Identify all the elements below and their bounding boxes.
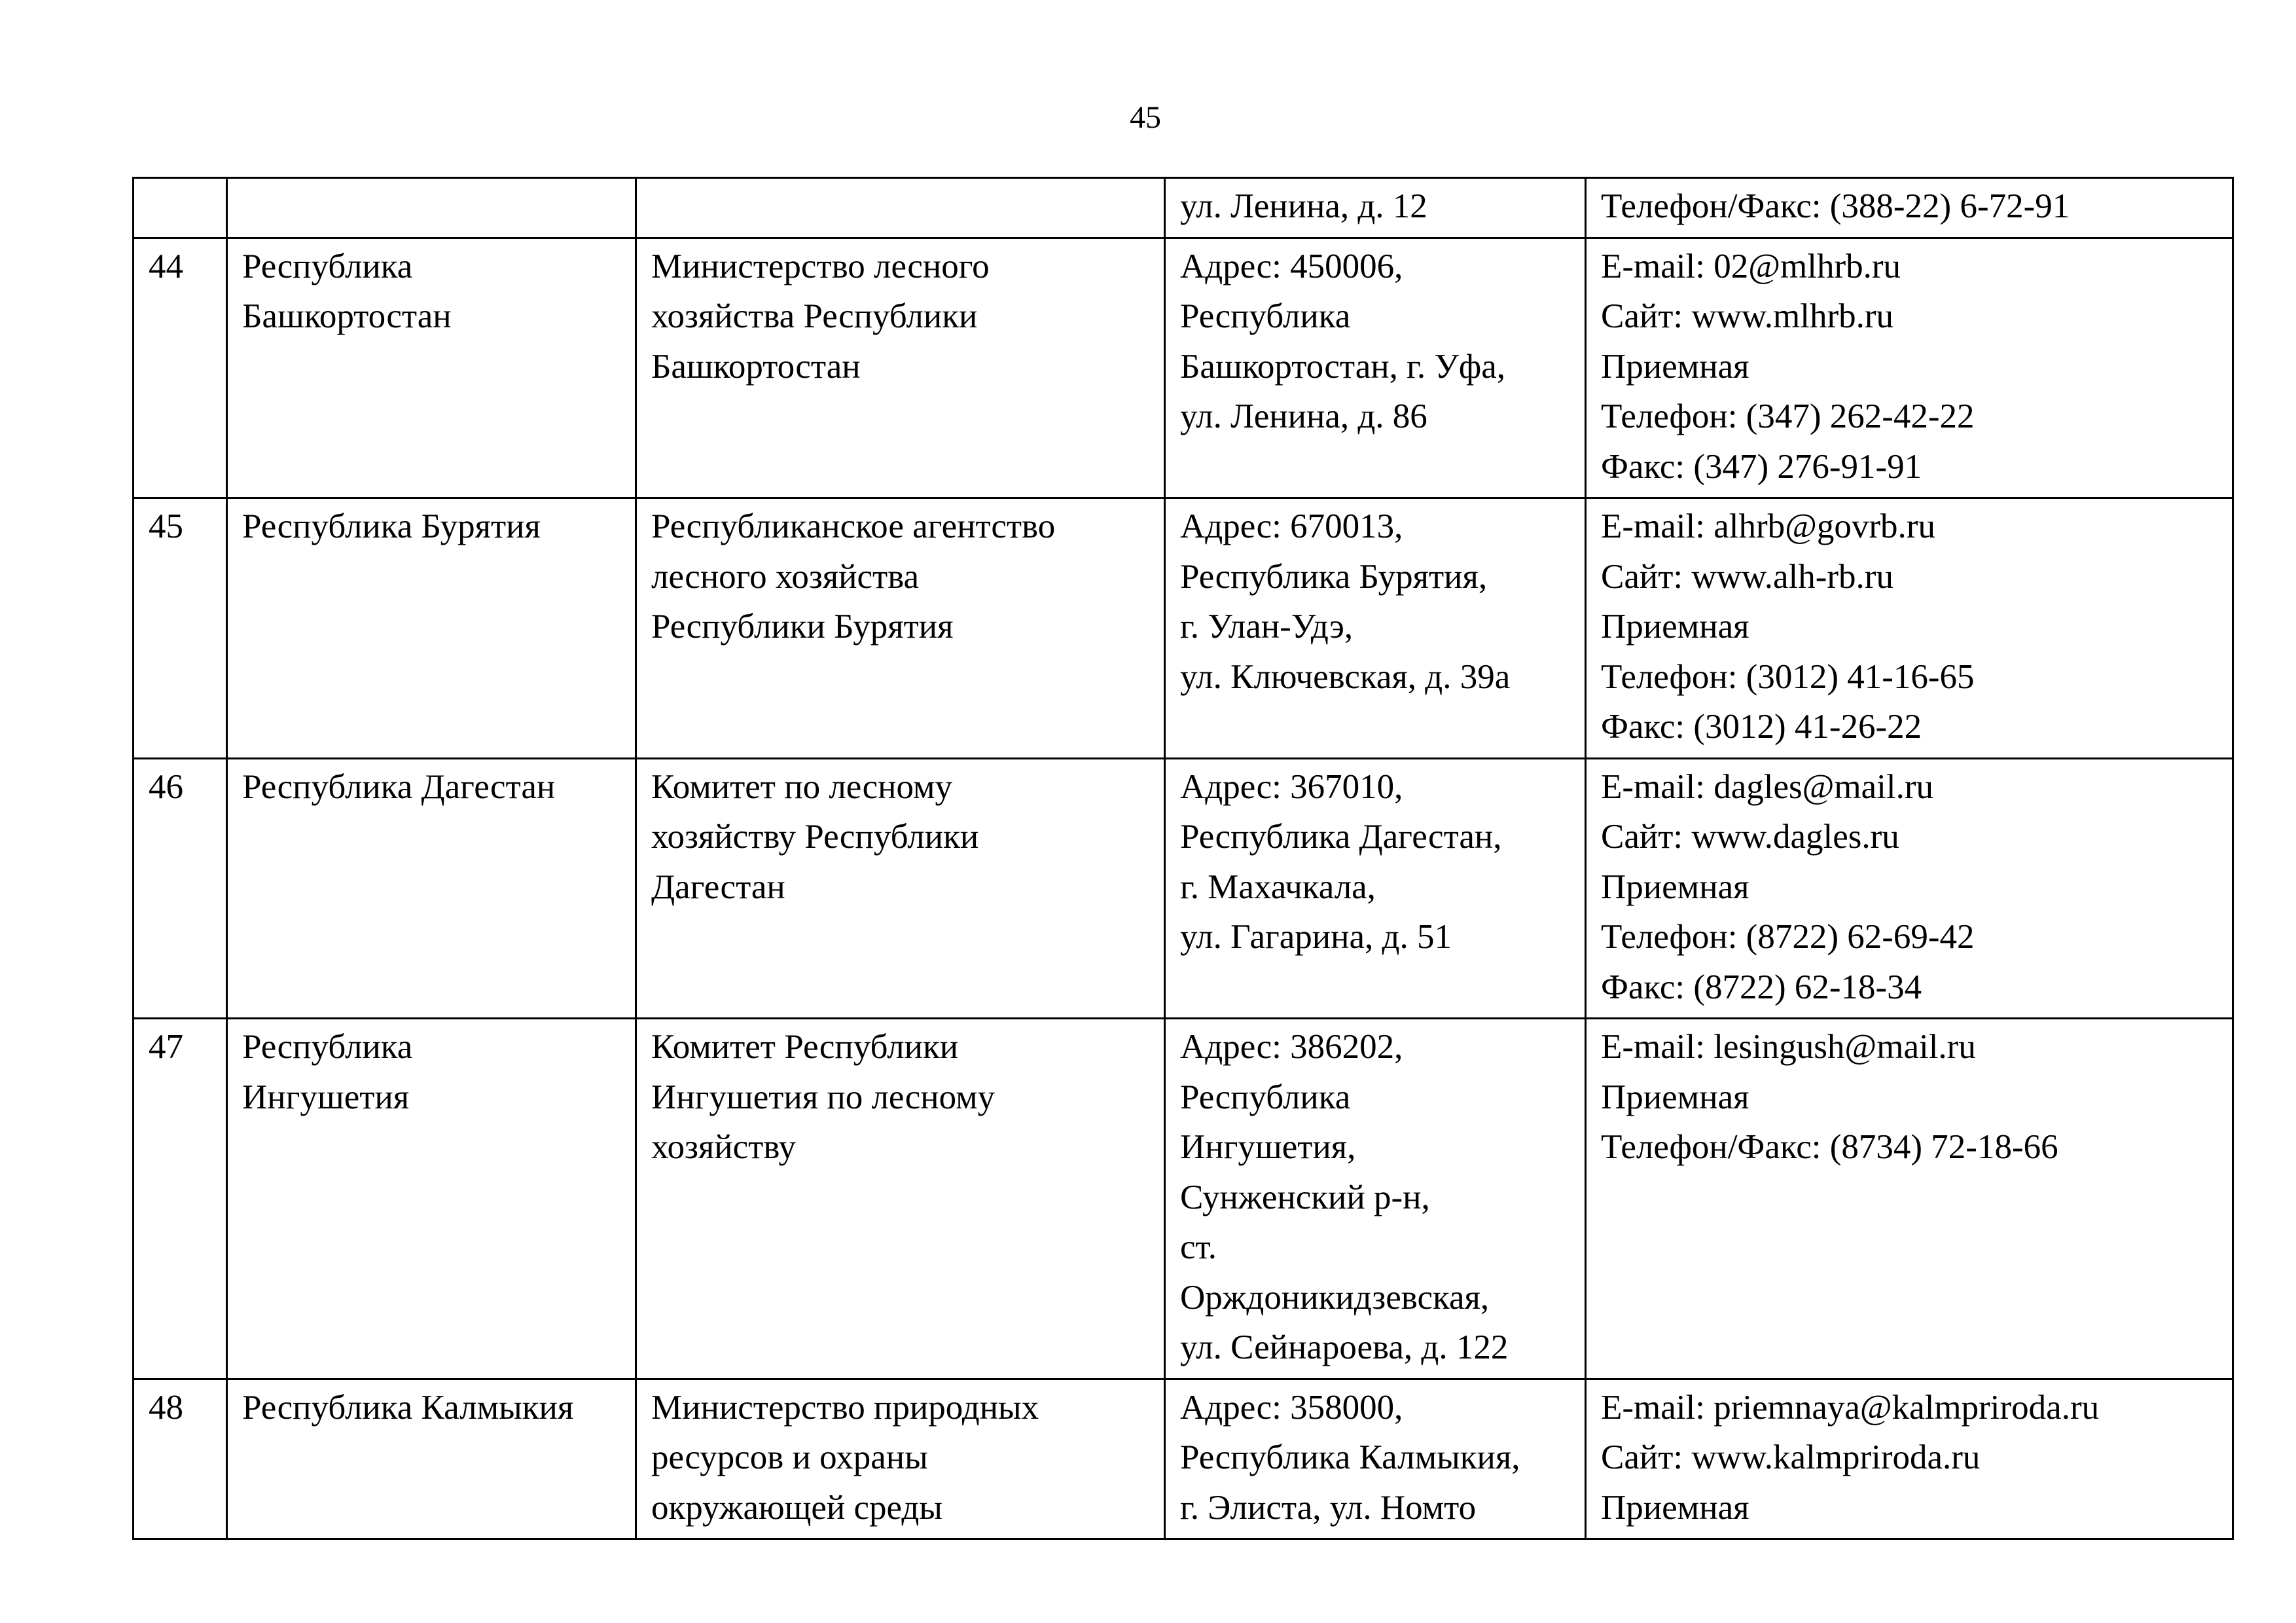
row-number-cell: 48 [134, 1379, 227, 1539]
address-cell: ул. Ленина, д. 12 [1165, 178, 1586, 238]
organization-cell [636, 178, 1165, 238]
contacts-cell: E-mail: dagles@mail.ru Сайт: www.dagles.ru Приемная Телефон: (8722) 62-69-42 Факс: (8722) 62-18-34 [1586, 758, 2233, 1019]
table-row [134, 1379, 2233, 1539]
organization-cell: Комитет Республики Ингушетия по лесному хозяйству [636, 1019, 1165, 1379]
region-cell: Республика Бурятия [227, 498, 636, 759]
contacts-cell: E-mail: priemnaya@kalmpriroda.ru Сайт: www.kalmpriroda.ru Приемная [1586, 1379, 2233, 1539]
row-number-cell [134, 178, 227, 238]
contacts-cell: E-mail: alhrb@govrb.ru Сайт: www.alh-rb.ru Приемная Телефон: (3012) 41-16-65 Факс: (3012) 41-26-22 [1586, 498, 2233, 759]
table-row [134, 178, 2233, 238]
organization-cell: Министерство природных ресурсов и охраны окружающей среды [636, 1379, 1165, 1539]
address-cell: Адрес: 450006, Республика Башкортостан, г. Уфа, ул. Ленина, д. 86 [1165, 238, 1586, 498]
organization-cell: Министерство лесного хозяйства Республики Башкортостан [636, 238, 1165, 498]
address-cell: Адрес: 358000, Республика Калмыкия, г. Элиста, ул. Номто [1165, 1379, 1586, 1539]
row-number-cell: 44 [134, 238, 227, 498]
page-number: 45 [1130, 100, 1161, 135]
contacts-cell: Телефон/Факс: (388-22) 6-72-91 [1586, 178, 2233, 238]
row-number-cell: 47 [134, 1019, 227, 1379]
organization-cell: Комитет по лесному хозяйству Республики Дагестан [636, 758, 1165, 1019]
forestry-authorities-table [132, 177, 2234, 1540]
organization-cell: Республиканское агентство лесного хозяйства Республики Бурятия [636, 498, 1165, 759]
table-row [134, 238, 2233, 498]
region-cell: Республика Калмыкия [227, 1379, 636, 1539]
table-row [134, 758, 2233, 1019]
row-number-cell: 45 [134, 498, 227, 759]
region-cell: Республика Башкортостан [227, 238, 636, 498]
table-row [134, 498, 2233, 759]
row-number-cell: 46 [134, 758, 227, 1019]
address-cell: Адрес: 386202, Республика Ингушетия, Сунженский р-н, ст. Орждоникидзевская, ул. Сейнароева, д. 122 [1165, 1019, 1586, 1379]
region-cell: Республика Дагестан [227, 758, 636, 1019]
region-cell: Республика Ингушетия [227, 1019, 636, 1379]
address-cell: Адрес: 367010, Республика Дагестан, г. Махачкала, ул. Гагарина, д. 51 [1165, 758, 1586, 1019]
address-cell: Адрес: 670013, Республика Бурятия, г. Улан-Удэ, ул. Ключевская, д. 39а [1165, 498, 1586, 759]
table-row [134, 1019, 2233, 1379]
contacts-cell: E-mail: 02@mlhrb.ru Сайт: www.mlhrb.ru Приемная Телефон: (347) 262-42-22 Факс: (347) 276-91-91 [1586, 238, 2233, 498]
region-cell [227, 178, 636, 238]
contacts-cell: E-mail: lesingush@mail.ru Приемная Телефон/Факс: (8734) 72-18-66 [1586, 1019, 2233, 1379]
